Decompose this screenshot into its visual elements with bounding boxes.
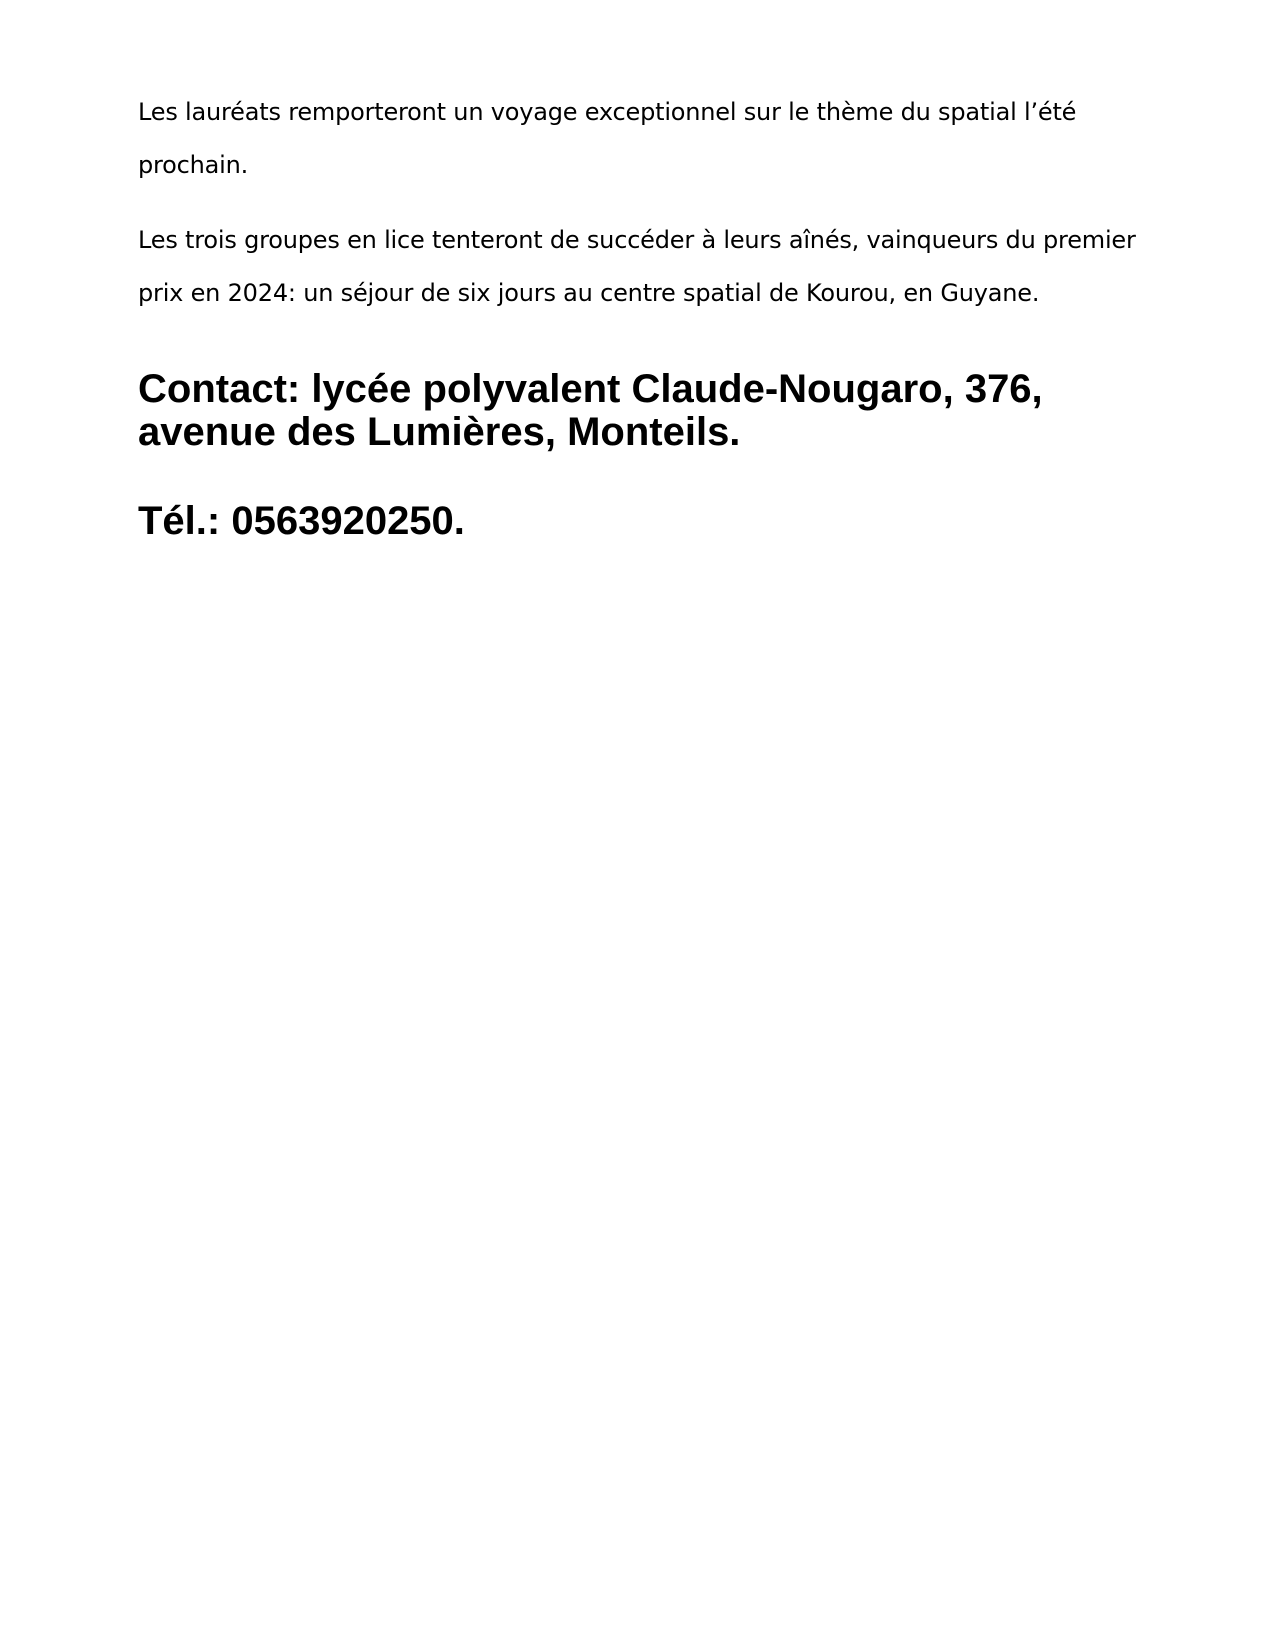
- paragraph-prize-trip: Les lauréats remporteront un voyage exceptionnel sur le thème du spatial l’été prochain.: [138, 98, 1077, 179]
- paragraph-previous-winners: Les trois groupes en lice tenteront de succéder à leurs aînés, vainqueurs du premier prix en 2024: un séjour de six jours au centre spatial de Kourou, en Guyane.: [138, 226, 1136, 307]
- phone-heading: Tél.: 0563920250.: [138, 499, 465, 543]
- document-page: [138, 86, 1148, 543]
- contact-heading: Contact: lycée polyvalent Claude-Nougaro, 376, avenue des Lumières, Monteils.: [138, 367, 1043, 454]
